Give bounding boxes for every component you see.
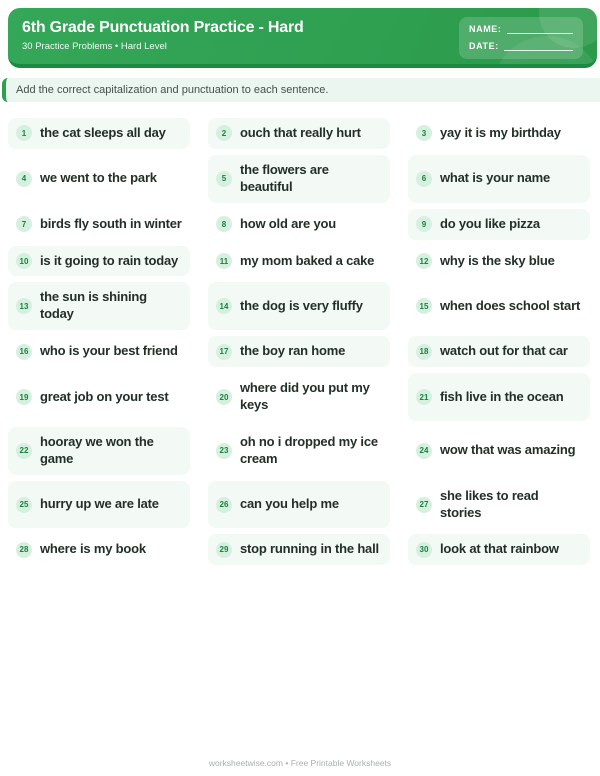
problem-number-badge: 23 (216, 443, 232, 459)
date-row (469, 42, 573, 51)
problem-sentence-text: the dog is very fluffy (240, 297, 363, 313)
problem-number-badge: 24 (416, 443, 432, 459)
problem-item (8, 481, 190, 529)
problems-grid (8, 118, 590, 565)
problem-item (8, 155, 190, 203)
problem-sentence-text: we went to the park (40, 170, 157, 186)
problem-sentence-text: is it going to rain today (40, 252, 179, 268)
problem-number-badge: 1 (16, 125, 32, 141)
name-date-box (459, 17, 583, 59)
problem-sentence-text: where did you put my keys (240, 380, 370, 413)
problem-item (8, 373, 190, 421)
name-label: NAME: (469, 24, 502, 34)
problem-number-badge: 26 (216, 497, 232, 513)
problem-item (408, 481, 590, 529)
problem-item (208, 209, 390, 240)
problem-number-badge: 25 (16, 497, 32, 513)
problem-item (208, 481, 390, 529)
name-blank-line (507, 26, 574, 34)
problem-number-badge: 29 (216, 542, 232, 558)
problem-number-badge: 12 (416, 253, 432, 269)
problem-sentence-text: when does school start (440, 297, 581, 313)
problem-sentence-text: can you help me (240, 496, 339, 512)
problem-item (208, 246, 390, 277)
problem-number-badge: 18 (416, 344, 432, 360)
name-row (469, 25, 573, 34)
problem-number-badge: 15 (416, 298, 432, 314)
instructions-text: Add the correct capitalization and punctuation to each sentence. (16, 84, 329, 96)
problem-item (208, 534, 390, 565)
problem-item (8, 336, 190, 367)
problem-number-badge: 17 (216, 344, 232, 360)
problem-number-badge: 10 (16, 253, 32, 269)
problem-sentence-text: yay it is my birthday (440, 125, 561, 140)
problem-sentence-text: hooray we won the game (40, 433, 154, 466)
problem-item (208, 373, 390, 421)
problem-sentence-text: the cat sleeps all day (40, 125, 166, 140)
problem-sentence-text: she likes to read stories (440, 487, 539, 520)
problem-number-badge: 20 (216, 389, 232, 405)
problem-number-badge: 7 (16, 216, 32, 232)
footer-text: worksheetwise.com • Free Printable Worksheets (208, 758, 392, 768)
problem-number-badge: 6 (416, 171, 432, 187)
problem-item (208, 427, 390, 475)
problem-number-badge: 5 (216, 171, 232, 187)
problem-item (8, 534, 190, 565)
page-title: 6th Grade Punctuation Practice - Hard (22, 19, 304, 36)
problem-item (408, 427, 590, 475)
worksheet-header (8, 8, 597, 68)
problem-sentence-text: what is your name (440, 170, 551, 186)
problem-number-badge: 11 (216, 253, 232, 269)
problem-item (408, 282, 590, 330)
problem-item (8, 427, 190, 475)
problem-number-badge: 19 (16, 389, 32, 405)
problem-item (208, 118, 390, 149)
problem-number-badge: 16 (16, 344, 32, 360)
problem-sentence-text: watch out for that car (440, 343, 568, 359)
problem-item (208, 282, 390, 330)
problem-sentence-text: wow that was amazing (440, 442, 576, 458)
problem-number-badge: 2 (216, 125, 232, 141)
problem-item (408, 336, 590, 367)
problem-number-badge: 22 (16, 443, 32, 459)
problem-sentence-text: do you like pizza (440, 215, 540, 231)
problem-item (208, 336, 390, 367)
problem-item (408, 246, 590, 277)
problem-sentence-text: the boy ran home (240, 343, 346, 359)
problem-item (408, 534, 590, 565)
problem-number-badge: 14 (216, 298, 232, 314)
problem-sentence-text: the sun is shining today (40, 289, 147, 322)
problem-number-badge: 30 (416, 542, 432, 558)
problem-sentence-text: birds fly south in winter (40, 215, 182, 231)
date-blank-line (504, 43, 573, 51)
problem-item (8, 282, 190, 330)
problem-number-badge: 13 (16, 298, 32, 314)
problem-item (208, 155, 390, 203)
problem-item (408, 155, 590, 203)
instructions-banner (2, 78, 600, 102)
problem-number-badge: 3 (416, 125, 432, 141)
problem-sentence-text: look at that rainbow (440, 541, 559, 557)
problem-sentence-text: who is your best friend (40, 343, 178, 359)
problem-item (8, 246, 190, 277)
problem-item (408, 373, 590, 421)
problem-sentence-text: how old are you (240, 215, 336, 231)
problem-sentence-text: my mom baked a cake (240, 252, 375, 268)
problem-sentence-text: the flowers are beautiful (240, 161, 329, 194)
problem-number-badge: 4 (16, 171, 32, 187)
problem-number-badge: 28 (16, 542, 32, 558)
problem-sentence-text: stop running in the hall (240, 541, 379, 557)
problem-sentence-text: where is my book (40, 541, 146, 557)
problem-sentence-text: why is the sky blue (440, 252, 555, 268)
problem-number-badge: 27 (416, 497, 432, 513)
problem-number-badge: 21 (416, 389, 432, 405)
problem-sentence-text: fish live in the ocean (440, 388, 564, 404)
problem-item (8, 118, 190, 149)
problem-sentence-text: hurry up we are late (40, 496, 159, 512)
problem-sentence-text: great job on your test (40, 388, 169, 404)
page-footer (0, 758, 600, 768)
problem-item (8, 209, 190, 240)
date-label: DATE: (469, 41, 499, 51)
problem-item (408, 209, 590, 240)
problem-sentence-text: oh no i dropped my ice cream (240, 433, 378, 466)
problem-sentence-text: ouch that really hurt (240, 125, 361, 140)
problem-number-badge: 8 (216, 216, 232, 232)
problem-number-badge: 9 (416, 216, 432, 232)
page-subtitle: 30 Practice Problems • Hard Level (22, 41, 167, 52)
problem-item (408, 118, 590, 149)
